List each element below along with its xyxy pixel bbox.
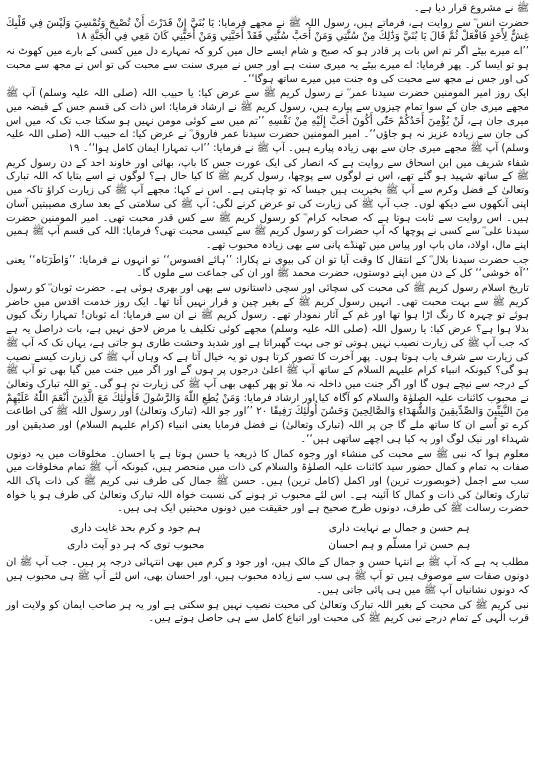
paragraph-3: ’’اے میرے بیٹے اگر تم اس بات پر قادر ہو کہ صبح و شام ایسے حال میں کرو کہ تمہارے دل میں کسی کے بارے میں کھوٹ نہ ہو تو ایسا کر۔ پھر فرمایا: اے میرے بیٹے یہ میری سنت ہے اور جس نے میری سنت سے محبت کی تو اس نے مجھ سے محبت کی اور جس نے مجھ سے محبت کی وہ جنت میں میرے ساتھ ہوگا‘‘۔: [6, 46, 529, 85]
couplet-line: ہم جود و کرم بحد غایت داری: [70, 522, 201, 535]
paragraph-8: معلوم ہوا کہ نبی ﷺ سے محبت کی منشاء اور وجوہ کمال کا ذریعہ یا حسن ہوتا ہے یا احسان۔ مخلوقات میں یہ دونوں صفات بہ تمام و کمال حضور سید کائنات علیہ الصلوٰۃ والسلام کی ذات میں منحصر ہیں، کیونکہ آپ ﷺ تمام مخلوقات میں سب سے اجمل (خوبصورت ترین) اور اکمل (کامل ترین) ہیں۔ حسن ﷺ جمال کی طرف نبی کریم ﷺ کی ذات پاک اللہ تبارک وتعالیٰ کی ذات و کمال کا آئینہ ہے۔ اس لئے محبوب تر ہونے کی نسبت خواہ اللہ تبارک وتعالیٰ کی طرف ہو یا خواہ حضرت رسالت ﷺ کی طرف، دونوں طرح صحیح ہے اور حقیقت میں دونوں محبتیں ایک ہی ہیں۔: [6, 448, 529, 515]
closing-paragraph-1: مطلب یہ ہے کہ آپ ﷺ بے انتہا حسن و جمال کے مالک ہیں، اور جود و کرم میں بھی انتہائی درجہ پر ہیں۔ جب آپ ﷺ ان دونوں صفات سے موصوف ہیں تو آپ ﷺ ہی سب سے زیادہ محبوب ہیں، اور احسان بھی، اس لئے آپ ﷺ ہی محبوب ہیں کہ دونوں نشانیاں آپ ﷺ میں ہی پائی جاتی ہیں۔: [6, 557, 529, 596]
couplet-line: ہم حسن و جمال بے نہایت داری: [328, 522, 470, 535]
paragraph-2: حضرت انس ؓ سے روایت ہے، فرماتے ہیں، رسول اللہ ﷺ نے مجھے فرمایا: يَا بُنَيَّ إِنْ قَدَرْتَ أَنْ تُصْبِحَ وَتُمْسِيَ وَلَيْسَ فِي قَلْبِكَ غِشٌّ لِأَحَدٍ فَافْعَلْ ثُمَّ قَالَ يَا بُنَيَّ وَذَٰلِكَ مِنْ سُنَّتِي وَمَنْ أَحَبَّ سُنَّتِي فَقَدْ أَحَبَّنِي وَمَنْ أَحَبَّنِي كَانَ مَعِي فِي الْجَنَّةِ ۱۸: [6, 17, 529, 43]
paragraph-4: ایک روز امیر المومنین حضرت سیدنا عمر ؓ نے رسول کریم ﷺ سے عرض کیا: یا حبیب اللہ (صلی اللہ علیہ وسلم) آپ ﷺ مجھے میری جان کے سوا تمام چیزوں سے پیارے ہیں، رسول کریم ﷺ نے ارشاد فرمایا: اس ذات کی قسم جس کے قبضہ میں میری جان ہے، لَنْ يُؤْمِنَ أَحَدُكُمْ حَتّٰى أَكُونَ أَحَبَّ إِلَيْهِ مِنْ نَفْسِهِ ’’تم میں سے کوئی مومن نہیں ہو سکتا جب تک کہ میں اس کی جان سے زیادہ عزیز نہ ہو جاؤں‘‘۔ امیر المومنین حضرت سیدنا عمر فاروق ؓ نے عرض کیا: اے حبیب اللہ (صلی اللہ علیہ وسلم) آپ ﷺ مجھے میری جان سے بھی زیادہ پیارے ہیں۔ آپ ﷺ نے فرمایا: ’’اب تمہارا ایمان کامل ہوا‘‘۔ ۱۹: [6, 88, 529, 155]
paragraph-7: تاریخ اسلام رسول کریم ﷺ کی محبت کی سچائی اور سچی داستانوں سے بھی اور بھری ہوئی ہے۔ حضرت ثوبان ؓ کو رسول کریم ﷺ سے بہت محبت تھی۔ انہیں رسول کریم ﷺ کے بغیر چین و قرار نہیں آتا تھا۔ ایک روز خدمت اقدس میں حاضر ہوئے تو چہرہ کا رنگ اڑا ہوا تھا اور غم کے آثار نمودار تھے۔ رسول کریم ﷺ نے ان سے فرمایا: اے ثوبان! تمہارا رنگ کیوں بدلا ہوا ہے؟ عرض کیا: یا رسول اللہ (صلی اللہ علیہ وسلم) مجھے کوئی تکلیف یا مرض لاحق نہیں ہے، بات دراصل یہ ہے کہ جب آپ ﷺ کی زیارت نصیب نہیں ہوتی تو جی بہت گھبراتا ہے اور شدید وحشت طاری ہو جاتی ہے، یہاں تک کہ آپ ﷺ کی زیارت سے شرف یاب ہوتا ہوں۔ پھر آخرت کا تصور کرتا ہوں تو یہ خیال آتا ہے کہ وہاں آپ ﷺ کی زیارت کیسے نصیب ہو گی؟ کیونکہ انبیاء کرام علیہم السلام کے ساتھ آپ ﷺ اعلیٰ درجوں پر ہوں گے اور اگر میں جنت میں گیا بھی تو آپ ﷺ کے درجہ سے نیچے ہوں گا اور اگر جنت میں داخلہ نہ ملا تو پھر کبھی بھی آپ ﷺ کی زیارت نہ ہو گی۔ تو اللہ تبارک وتعالیٰ نے محبوب کائنات علیہ الصلوٰۃ والسلام کو آگاہ کیا اور ارشاد فرمایا: وَمَنْ يُطِعِ اللّٰهَ وَالرَّسُولَ فَأُولٰئِكَ مَعَ الَّذِينَ أَنْعَمَ اللّٰهُ عَلَيْهِمْ مِنَ النَّبِيِّينَ وَالصِّدِّيقِينَ وَالشُّهَدَاءِ وَالصَّالِحِينَ وَحَسُنَ أُولٰئِكَ رَفِيقًا ۲۰ ’’اور جو اللہ (تبارک وتعالیٰ) اور رسول اللہ ﷺ کی اطاعت کرے تو اُسے ان کا ساتھ ملے گا جن پر اللہ (تبارک وتعالیٰ) نے فضل فرمایا یعنی انبیاء (کرام علیہم السلام) اور صدیقین اور شہداء اور نیک لوگ اور یہ کیا ہی اچھے ساتھی ہیں‘‘۔: [6, 283, 529, 445]
paragraph-5: شفاء شریف میں ابن اسحاق سے روایت ہے کہ انصار کی ایک عورت جس کا باپ، بھائی اور خاوند احد کے دن رسول کریم ﷺ کے ساتھ شہید ہو گئے تھے، اس نے لوگوں سے پوچھا، رسول کریم ﷺ کا کیا حال ہے؟ لوگوں نے اسے بتایا کہ اللہ تبارک وتعالیٰ کے فضل وکرم سے آپ ﷺ بخیریت ہیں جیسا کہ تو چاہتی ہے۔ اس نے کہا: مجھے آپ ﷺ کی زیارت کراؤ تاکہ میں اپنی آنکھوں سے دیکھ لوں۔ جب آپ ﷺ کی زیارت کی تو عرض کرنے لگی: آپ ﷺ کی سلامتی کے بعد ساری مصیبتیں آسان ہیں۔ اس روایت سے ثابت ہوتا ہے کہ صحابہ کرام ؓ کو رسول کریم ﷺ سے کس قدر محبت تھی۔ امیر المومنین حضرت سیدنا علی ؓ سے کسی نے پوچھا کہ آپ حضرات کو رسول کریم ﷺ سے کیسی محبت تھی؟ فرمایا: اللہ کی قسم آپ ﷺ ہمیں اپنے مال، اولاد، ماں باپ اور پیاس میں ٹھنڈے پانی سے بھی زیادہ محبوب تھے۔: [6, 157, 529, 251]
paragraph-1: ﷺ نے مشروع قرار دیا ہے۔: [413, 3, 529, 14]
document-page: [6, 2, 529, 768]
persian-couplet: [24, 522, 511, 552]
paragraph-6: جب حضرت سیدنا بلال ؓ کے انتقال کا وقت آیا تو ان کی بیوی نے پکارا: ’’ہائے افسوس‘‘ تو انہوں نے فرمایا: ’’وَاطَرَبَاہ‘‘ یعنی ’’آہ خوشی‘‘ کل کے دن میں اپنے دوستوں، حضرت محمد ﷺ اور ان کی جماعت سے ملوں گا۔: [6, 254, 529, 280]
couplet-line: ہم حسن ترا مسلّم و ہم احسان: [328, 538, 471, 551]
closing-paragraph-2: نبی کریم ﷺ کی محبت کے بغیر اللہ تبارک وتعالیٰ کی محبت نصیب نہیں ہو سکتی ہے اور یہ ہر صاحب ایمان کو ولایت اور قرب الٰہی کے تمام درجے نبی کریم ﷺ کی محبت اور اتباع کامل سے ہی حاصل ہوتے ہیں۔: [6, 599, 529, 625]
couplet-line: محبوب توی کہ ہر دو آیت داری: [67, 538, 205, 551]
